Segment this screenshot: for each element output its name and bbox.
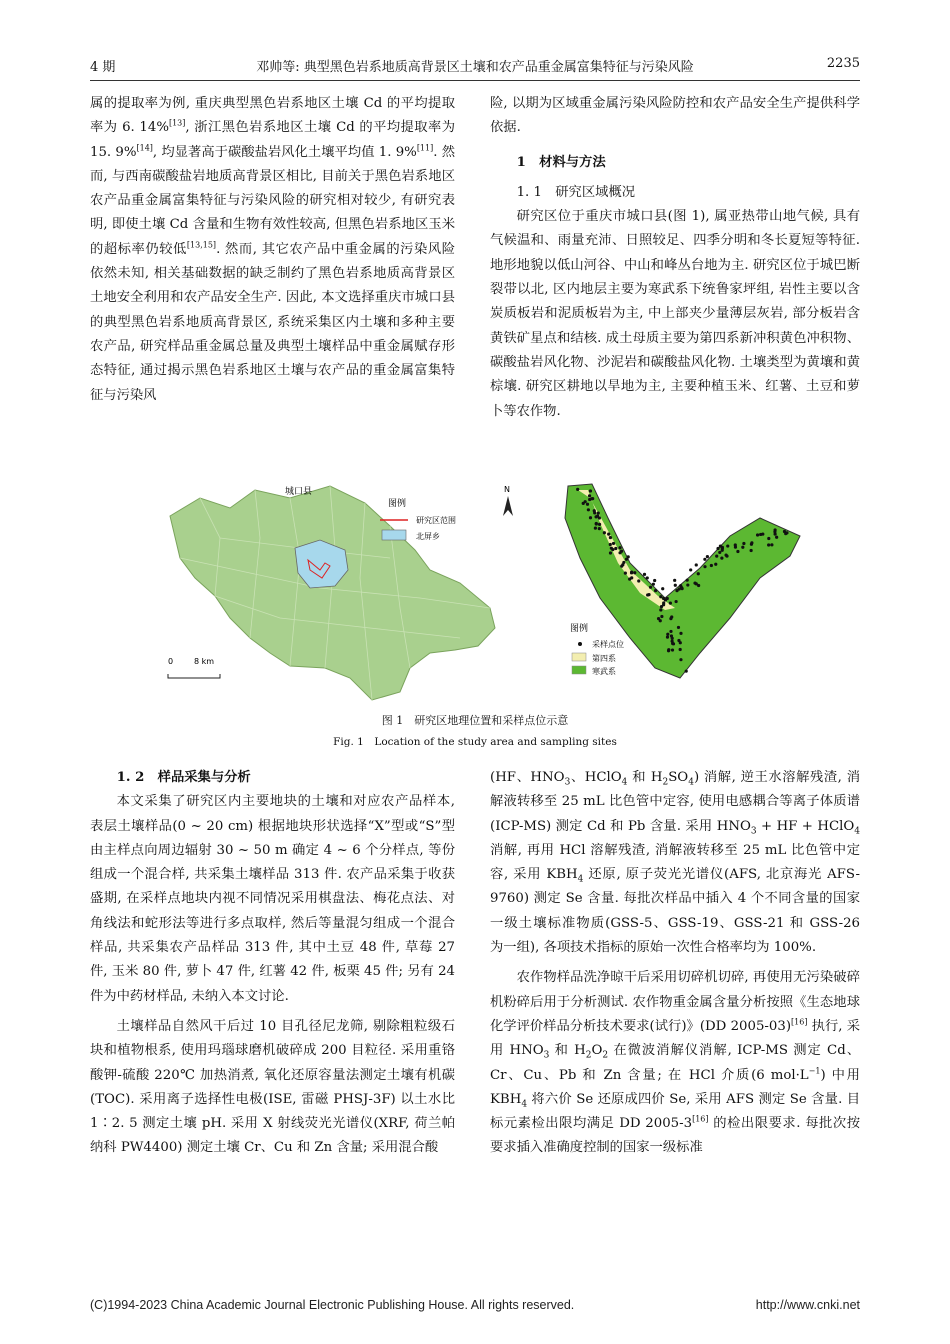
- copyright-footer: [90, 1298, 860, 1312]
- sample-point: [703, 565, 706, 568]
- sample-point: [773, 530, 776, 533]
- sample-point: [598, 523, 601, 526]
- issue-number: 4 期: [90, 60, 116, 75]
- intro-paragraph: 属的提取率为例, 重庆典型黑色岩系地区土壤 Cd 的平均提取率为 6. 14%[13], 浙江黑色岩系地区土壤 Cd 的平均提取率为 15. 9%[14], 均显著高于碳酸盐岩风化土壤平均值 1. 9%[11]. 然而, 与西南碳酸盐岩地质高背景区相比, 目前关于黑色岩系地区农产品重金属富集特征与污染风险的研究相对较少, 有研究表明, 即使土壤 Cd 含量和生物有效性较高, 但黑色岩系地区玉米的超标率仍较低[13,15]. 然而, 其它农产品中重金属的污染风险依然未知, 相关基础数据的缺乏制约了黑色岩系地质高背景区土地安全利用和农产品安全生产. 因此, 本文选择重庆市城口县的典型黑色岩系地质高背景区, 系统采集区内土壤和多种主要农产品, 研究样品重金属总量及典型土壤样品中重金属赋存形态特征, 通过揭示黑色岩系地区土壤与农产品的重金属富集特征与污染风: [90, 96, 456, 403]
- sample-point: [587, 508, 590, 511]
- sample-point: [662, 597, 665, 600]
- sample-point: [624, 572, 627, 575]
- sample-point: [630, 576, 633, 579]
- sample-point: [660, 615, 663, 618]
- legend-town-label: 北屏乡: [416, 532, 440, 541]
- sample-point: [666, 597, 669, 600]
- sample-point: [659, 608, 662, 611]
- right-column-top: [490, 92, 860, 424]
- legend2-quat-label: 第四系: [592, 654, 616, 663]
- sample-point: [679, 658, 682, 661]
- sample-point: [646, 576, 649, 579]
- north-arrow-icon: [503, 496, 513, 516]
- sample-point: [609, 543, 612, 546]
- sample-point: [703, 558, 706, 561]
- legend2-camb-swatch: [572, 666, 586, 674]
- sample-point: [783, 530, 786, 533]
- sample-point: [714, 563, 717, 566]
- sample-point: [653, 579, 656, 582]
- legend2-points-label: 采样点位: [592, 640, 624, 649]
- sample-point: [652, 583, 655, 586]
- sample-point: [647, 593, 650, 596]
- sample-point: [679, 648, 682, 651]
- sample-point: [594, 527, 597, 530]
- sample-point: [609, 551, 612, 554]
- figure-caption-cn: 图 1 研究区地理位置和采样点位示意: [381, 714, 569, 727]
- sampling-paragraph: 本文采集了研究区内主要地块的土壤和对应农产品样本, 表层土壤样品(0 ~ 20 cm) 根据地块形状选择“X”型或“S”型由主样点向周边辐射 30 ~ 50 m 确定 4 ~ 6 个分样点, 等份组成一个混合样, 共采集土壤样品 313 件. 农产品采集于收获盛期, 在采样点地块内视不同情况采用棋盘法、梅花点法、对角线法和蛇形法等进行多点取样, 然后等量混匀组成一个混合样品, 共采集农产品样品 313 件, 其中土豆 48 件, 草莓 27 件, 玉米 80 件, 萝卜 47 件, 红薯 42 件, 板栗 45 件; 另有 24 件为中药材样品, 未纳入本文讨论.: [90, 794, 455, 1004]
- sample-point: [659, 595, 662, 598]
- sample-point: [770, 543, 773, 546]
- intro-end-paragraph: 险, 以期为区域重金属污染风险防控和农产品安全生产提供科学依据.: [490, 96, 860, 136]
- sample-point: [589, 489, 592, 492]
- sample-point: [715, 555, 718, 558]
- sample-point: [685, 670, 688, 673]
- sample-point: [686, 579, 689, 582]
- sample-point: [584, 500, 587, 503]
- subsection-heading-1-1: 1. 1 研究区域概况: [516, 184, 636, 200]
- left-column-top: [90, 92, 455, 408]
- sample-point: [576, 488, 579, 491]
- digestion-paragraph: (HF、$HNO_3$、HClO$_4$ 和 $H_2SO_4$) 消解, 逆王水溶解残渣, 消解液转移至 25 mL 比色管中定容, 使用电感耦合等离子体质谱(ICP-MS) 测定 Cd 和 Pb 含量. 采用 $HNO_3$ + HF + HClO$_4$ 消解, 再用 HCl 溶解残渣, 消解液转移至 25 mL 比色管中定容, 采用 $KBH_4$ 还原, 原子荧光光谱仪(AFS, 北京海光 AFS-9760) 测定 Se 含量. 每批次样品中插入 4 个不同含量的国家一级土壤标准物质(GSS-5、GSS-19、GSS-21 和 GSS-26 为一组), 各项技术指标的原始一次性合格率均为 100%.: [490, 770, 861, 956]
- sample-point: [643, 573, 646, 576]
- legend-town-swatch: [382, 530, 406, 540]
- sample-point: [666, 633, 669, 636]
- sample-point: [661, 587, 664, 590]
- study-area-paragraph: 研究区位于重庆市城口县(图 1), 属亚热带山地气候, 具有气候温和、雨量充沛、日照较足、四季分明和冬长夏短等特征. 地形地貌以低山河谷、中山和峰丛台地为主. 研究区位于城巴断裂带以北, 区内地层主要为寒武系下统鲁家坪组, 岩性主要以含炭质板岩和泥质板岩为主, 中上部夹少量薄层灰岩, 部分板岩含黄铁矿星点和结核. 成土母质主要为第四系新冲积黄色冲积物、碳酸盐岩风化物、沙泥岩和碳酸盐风化物. 土壤类型为黄壤和黄棕壤. 研究区耕地以旱地为主, 主要种植玉米、红薯、土豆和萝卜等农作物.: [490, 209, 860, 419]
- cnki-link[interactable]: http://www.cnki.net: [755, 1298, 860, 1312]
- sample-point: [633, 571, 636, 574]
- figure-1: [160, 478, 820, 704]
- sample-point: [678, 587, 681, 590]
- sample-point: [670, 634, 673, 637]
- county-label: 城口县: [285, 487, 313, 497]
- sample-point: [662, 603, 665, 606]
- sample-point: [767, 543, 770, 546]
- sample-point: [588, 494, 591, 497]
- right-column-bottom: [490, 766, 860, 1161]
- sample-point: [677, 626, 680, 629]
- legend2-quat-swatch: [572, 653, 586, 661]
- header-rule: [90, 80, 860, 81]
- north-label: N: [504, 485, 510, 494]
- crop-analysis-paragraph: 农作物样品洗净晾干后采用切碎机切碎, 再使用无污染破碎机粉碎后用于分析测试. 农作物重金属含量分析按照《生态地球化学评价样品分析技术要求(试行)》(DD 2005-03)[16] 执行, 采用 $HNO_3$ 和 $H_2O_2$ 在微波消解仪消解, ICP-MS 测定 Cd、Cr、Cu、Pb 和 Zn 含量; 在 HCl 介质(6 $mol\cdot L^{-1}$) 中用 $KBH_4$ 将六价 Se 还原成四价 Se, 采用 AFS 测定 Se 含量. 目标元素检出限均满足 DD 2005-3[16] 的检出限要求. 每批次按要求插入准确度控制的国家一级标准: [490, 970, 861, 1156]
- sample-point: [721, 549, 724, 552]
- legend2-title: 图例: [570, 624, 589, 634]
- sample-point: [689, 568, 692, 571]
- sample-point: [686, 583, 689, 586]
- soil-analysis-paragraph: 土壤样品自然风干后过 10 目孔径尼龙筛, 剔除粗粒级石块和植物根系, 使用玛瑙球磨机破碎成 200 目粒径. 采用重铬酸钾-硫酸 220℃ 加热消煮, 氧化还原容量法测定土壤有机碳(TOC). 采用离子选择性电极(ISE, 雷磁 PHSJ-3F) 以土水比 1∶2. 5 测定土壤 pH. 采用 X 射线荧光光谱仪(XRF, 荷兰帕纳科 PW4400) 测定土壤 Cr、Cu 和 Zn 含量; 采用混合酸: [90, 1018, 455, 1156]
- scale-bar: [168, 674, 220, 678]
- sample-point: [679, 641, 682, 644]
- sample-point: [695, 563, 698, 566]
- sample-point: [721, 546, 724, 549]
- sample-point: [726, 544, 729, 547]
- sample-point: [612, 542, 615, 545]
- sample-point: [597, 511, 600, 514]
- sample-point: [671, 648, 674, 651]
- sample-point: [589, 516, 592, 519]
- sample-point: [679, 632, 682, 635]
- sample-point: [649, 586, 652, 589]
- sample-point: [673, 579, 676, 582]
- legend2-camb-label: 寒武系: [592, 667, 616, 676]
- sample-point: [659, 619, 662, 622]
- legend-range-label: 研究区范围: [416, 516, 456, 525]
- sample-point: [591, 497, 594, 500]
- sample-point: [598, 527, 601, 530]
- page-number: 2235: [826, 56, 860, 71]
- sample-point: [667, 649, 670, 652]
- left-column-bottom: [90, 766, 455, 1161]
- sample-point: [669, 617, 672, 620]
- sample-point: [734, 546, 737, 549]
- sample-point: [756, 533, 759, 536]
- sample-point: [679, 584, 682, 587]
- sample-point: [620, 565, 623, 568]
- sample-point: [607, 533, 610, 536]
- sample-point: [706, 555, 709, 558]
- sample-point: [761, 532, 764, 535]
- legend2-point-swatch: [578, 642, 582, 646]
- sample-point: [693, 582, 696, 585]
- sample-point: [710, 564, 713, 567]
- sample-point: [671, 642, 674, 645]
- sample-point: [666, 636, 669, 639]
- sample-point: [637, 579, 640, 582]
- sample-point: [736, 550, 739, 553]
- sample-point: [669, 601, 672, 604]
- sample-point: [618, 546, 621, 549]
- sample-point: [603, 531, 606, 534]
- sample-point: [586, 503, 589, 506]
- sample-point: [750, 549, 753, 552]
- scale-zero: 0: [168, 657, 174, 666]
- running-header: [90, 56, 860, 78]
- legend-title: 图例: [388, 499, 407, 509]
- sample-point: [588, 498, 591, 501]
- sample-point: [720, 557, 723, 560]
- sample-point: [697, 572, 700, 575]
- running-title: 邓帅等: 典型黑色岩系地质高背景区土壤和农产品重金属富集特征与污染风险: [256, 60, 694, 75]
- sample-point: [595, 522, 598, 525]
- sample-point: [775, 536, 778, 539]
- sample-point: [609, 536, 612, 539]
- sample-point: [725, 554, 728, 557]
- copyright-text: (C)1994-2023 China Academic Journal Electronic Publishing House. All rights reserved.: [90, 1298, 575, 1312]
- subsection-heading-1-2: 1. 2 样品采集与分析: [116, 770, 251, 785]
- scale-length: 8 km: [194, 657, 215, 666]
- sample-point: [614, 547, 617, 550]
- sample-point: [596, 514, 599, 517]
- sample-point: [675, 600, 678, 603]
- sample-point: [750, 541, 753, 544]
- sample-point: [742, 542, 745, 545]
- sample-point: [630, 571, 633, 574]
- sample-point: [610, 547, 613, 550]
- sample-point: [681, 587, 684, 590]
- sample-point: [716, 547, 719, 550]
- sample-point: [654, 589, 657, 592]
- sample-point: [593, 509, 596, 512]
- sample-point: [618, 551, 621, 554]
- figure-1-map: [160, 478, 820, 704]
- sample-point: [718, 551, 721, 554]
- sample-point: [669, 630, 672, 633]
- sample-point: [674, 584, 677, 587]
- sample-point: [741, 546, 744, 549]
- sample-point: [627, 555, 630, 558]
- sample-point: [767, 537, 770, 540]
- figure-caption-en: Fig. 1 Location of the study area and sampling sites: [333, 736, 617, 748]
- section-heading-1: 1 材料与方法: [516, 154, 606, 170]
